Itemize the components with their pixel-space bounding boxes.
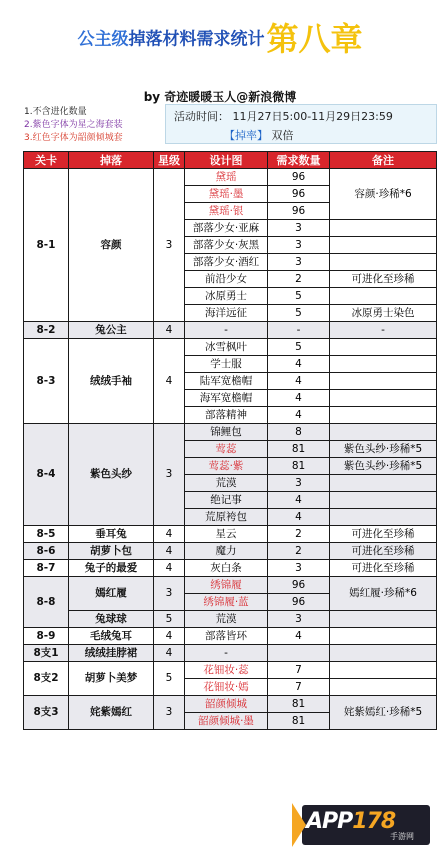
count-cell: 2 (268, 543, 330, 560)
drop-cell: 兔子的最爱 (69, 560, 154, 577)
design-cell: 海军宽檐帽 (185, 390, 268, 407)
count-cell: 7 (268, 679, 330, 696)
col-header-drop: 掉落 (69, 152, 154, 169)
count-cell: 81 (268, 441, 330, 458)
drop-cell: 容颜 (69, 169, 154, 322)
table-row (24, 560, 437, 577)
legend-notes (24, 106, 164, 145)
note-cell: 可进化至珍稀 (330, 560, 437, 577)
site-watermark (292, 801, 432, 849)
table-row (24, 543, 437, 560)
note-cell (330, 390, 437, 407)
design-cell: 锦鲤包 (185, 424, 268, 441)
star-cell: 4 (154, 526, 185, 543)
watermark-logo-number: 178 (352, 809, 396, 834)
design-cell: 学士服 (185, 356, 268, 373)
count-cell: 96 (268, 186, 330, 203)
star-cell: 4 (154, 560, 185, 577)
star-cell: 4 (154, 628, 185, 645)
count-cell: 4 (268, 373, 330, 390)
star-cell: 3 (154, 169, 185, 322)
drops-table (23, 151, 437, 730)
drop-cell: 垂耳兔 (69, 526, 154, 543)
event-info-box (165, 104, 437, 144)
drop-cell: 紫色头纱 (69, 424, 154, 526)
count-cell: 4 (268, 509, 330, 526)
count-cell: - (268, 322, 330, 339)
table-row (24, 339, 437, 356)
note-cell (330, 373, 437, 390)
note-cell (330, 662, 437, 679)
event-rate (224, 127, 294, 143)
count-cell: 96 (268, 577, 330, 594)
design-cell: 魔力 (185, 543, 268, 560)
design-cell: 灰白条 (185, 560, 268, 577)
note-cell: 姹紫嫣红·珍稀*5 (330, 696, 437, 730)
note-cell (330, 356, 437, 373)
author-byline: by 奇迹暖暖玉人@新浪微博 (143, 90, 297, 104)
design-cell: 莺蕊 (185, 441, 268, 458)
count-cell: 3 (268, 475, 330, 492)
note-cell (330, 492, 437, 509)
design-cell: 花钿妆·嫣 (185, 679, 268, 696)
design-cell: 部落皆环 (185, 628, 268, 645)
design-cell: 绣锦履·蓝 (185, 594, 268, 611)
table-row (24, 424, 437, 441)
col-header-count: 需求数量 (268, 152, 330, 169)
star-cell: 3 (154, 577, 185, 611)
note-cell: 可进化至珍稀 (330, 526, 437, 543)
design-cell: 荒原袴包 (185, 509, 268, 526)
design-cell: 莺蕊·紫 (185, 458, 268, 475)
table-row (24, 662, 437, 679)
design-cell: 荒漠 (185, 475, 268, 492)
note-cell: 冰原勇士染色 (330, 305, 437, 322)
design-cell: 荒漠 (185, 611, 268, 628)
design-cell: 黛瑶·墨 (185, 186, 268, 203)
drop-cell: 绒绒挂脖裙 (69, 645, 154, 662)
note-cell: - (330, 322, 437, 339)
title-chapter: 第八章 (266, 20, 363, 58)
stage-cell: 8支3 (24, 696, 69, 730)
count-cell: 3 (268, 611, 330, 628)
design-cell: 花钿妆·蕊 (185, 662, 268, 679)
design-cell: 绣锦履 (185, 577, 268, 594)
drop-cell: 兔公主 (69, 322, 154, 339)
legend-note-1: 1.不含进化数量 (24, 107, 87, 117)
design-cell: 部落少女·亚麻 (185, 220, 268, 237)
count-cell: 81 (268, 696, 330, 713)
design-cell: 韶颜倾城·墨 (185, 713, 268, 730)
drop-cell: 毛绒兔耳 (69, 628, 154, 645)
drop-cell: 嫣红履 (69, 577, 154, 611)
col-header-design: 设计图 (185, 152, 268, 169)
design-cell: 黛瑶·银 (185, 203, 268, 220)
table-row (24, 169, 437, 186)
table-row (24, 322, 437, 339)
note-cell (330, 339, 437, 356)
title-main: 掉落材料需求统计 (128, 29, 265, 50)
drop-cell: 绒绒手袖 (69, 339, 154, 424)
star-cell: 4 (154, 543, 185, 560)
count-cell (268, 645, 330, 662)
stage-cell: 8支1 (24, 645, 69, 662)
title-grade: 公主级 (77, 29, 129, 50)
event-rate-value: 双倍 (271, 129, 294, 142)
count-cell: 4 (268, 492, 330, 509)
table-header-row (24, 152, 437, 169)
star-cell: 3 (154, 696, 185, 730)
count-cell: 4 (268, 407, 330, 424)
note-cell: 可进化至珍稀 (330, 271, 437, 288)
note-cell (330, 220, 437, 237)
star-cell: 4 (154, 645, 185, 662)
drop-cell: 姹紫嫣红 (69, 696, 154, 730)
note-cell (330, 407, 437, 424)
watermark-subtext: 手游网 (390, 832, 414, 841)
note-cell: 紫色头纱·珍稀*5 (330, 458, 437, 475)
col-header-stage: 关卡 (24, 152, 69, 169)
table-row (24, 645, 437, 662)
count-cell: 3 (268, 254, 330, 271)
count-cell: 4 (268, 390, 330, 407)
stage-cell: 8-6 (24, 543, 69, 560)
col-header-note: 备注 (330, 152, 437, 169)
stage-cell: 8支2 (24, 662, 69, 696)
stage-cell: 8-3 (24, 339, 69, 424)
star-cell: 5 (154, 662, 185, 696)
count-cell: 3 (268, 237, 330, 254)
count-cell: 96 (268, 203, 330, 220)
drop-cell: 胡萝卜美梦 (69, 662, 154, 696)
star-cell: 4 (154, 322, 185, 339)
note-cell (330, 424, 437, 441)
note-cell (330, 509, 437, 526)
watermark-logo-text: APP (306, 809, 353, 834)
note-cell: 容颜·珍稀*6 (330, 169, 437, 220)
col-header-star: 星级 (154, 152, 185, 169)
note-cell (330, 628, 437, 645)
drop-cell: 兔球球 (69, 611, 154, 628)
note-cell (330, 679, 437, 696)
design-cell: - (185, 322, 268, 339)
page-title (0, 14, 440, 60)
table-row (24, 526, 437, 543)
count-cell: 96 (268, 169, 330, 186)
watermark-logo (306, 809, 395, 834)
note-cell (330, 254, 437, 271)
count-cell: 3 (268, 560, 330, 577)
count-cell: 81 (268, 458, 330, 475)
stage-cell: 8-1 (24, 169, 69, 322)
note-cell (330, 611, 437, 628)
stage-cell: 8-2 (24, 322, 69, 339)
star-cell: 4 (154, 339, 185, 424)
design-cell: 部落少女·灰黑 (185, 237, 268, 254)
design-cell: 前沿少女 (185, 271, 268, 288)
star-cell: 5 (154, 611, 185, 628)
count-cell: 4 (268, 356, 330, 373)
note-cell (330, 475, 437, 492)
stage-cell: 8-7 (24, 560, 69, 577)
count-cell: 81 (268, 713, 330, 730)
design-cell: 冰原勇士 (185, 288, 268, 305)
stage-cell: 8-4 (24, 424, 69, 526)
table-row (24, 611, 437, 628)
count-cell: 7 (268, 662, 330, 679)
drop-cell: 胡萝卜包 (69, 543, 154, 560)
count-cell: 3 (268, 220, 330, 237)
note-cell: 紫色头纱·珍稀*5 (330, 441, 437, 458)
watermark-arrow-icon (292, 803, 306, 847)
star-cell: 3 (154, 424, 185, 526)
note-cell (330, 237, 437, 254)
count-cell: 96 (268, 594, 330, 611)
count-cell: 5 (268, 339, 330, 356)
table-row (24, 628, 437, 645)
design-cell: 星云 (185, 526, 268, 543)
design-cell: 黛瑶 (185, 169, 268, 186)
stage-cell: 8-5 (24, 526, 69, 543)
design-cell: 海洋远征 (185, 305, 268, 322)
design-cell: 韶颜倾城 (185, 696, 268, 713)
legend-note-3: 3.红色字体为韶颜倾城套 (24, 133, 123, 143)
table-row (24, 577, 437, 594)
design-cell: 绝记事 (185, 492, 268, 509)
design-cell: 冰雪枫叶 (185, 339, 268, 356)
count-cell: 4 (268, 628, 330, 645)
stage-cell: 8-8 (24, 577, 69, 628)
stage-cell: 8-9 (24, 628, 69, 645)
design-cell: - (185, 645, 268, 662)
design-cell: 部落精神 (185, 407, 268, 424)
note-cell (330, 288, 437, 305)
design-cell: 部落少女·酒红 (185, 254, 268, 271)
design-cell: 陆军宽檐帽 (185, 373, 268, 390)
note-cell (330, 645, 437, 662)
count-cell: 5 (268, 288, 330, 305)
count-cell: 2 (268, 526, 330, 543)
event-time: 活动时间： 11月27日5:00-11月29日23:59 (174, 110, 393, 123)
note-cell: 可进化至珍稀 (330, 543, 437, 560)
table-row (24, 696, 437, 713)
note-cell: 嫣红履·珍稀*6 (330, 577, 437, 611)
count-cell: 5 (268, 305, 330, 322)
event-rate-tag: 【掉率】 (224, 129, 268, 142)
count-cell: 2 (268, 271, 330, 288)
count-cell: 8 (268, 424, 330, 441)
legend-note-2: 2.紫色字体为星之海套装 (24, 120, 123, 130)
